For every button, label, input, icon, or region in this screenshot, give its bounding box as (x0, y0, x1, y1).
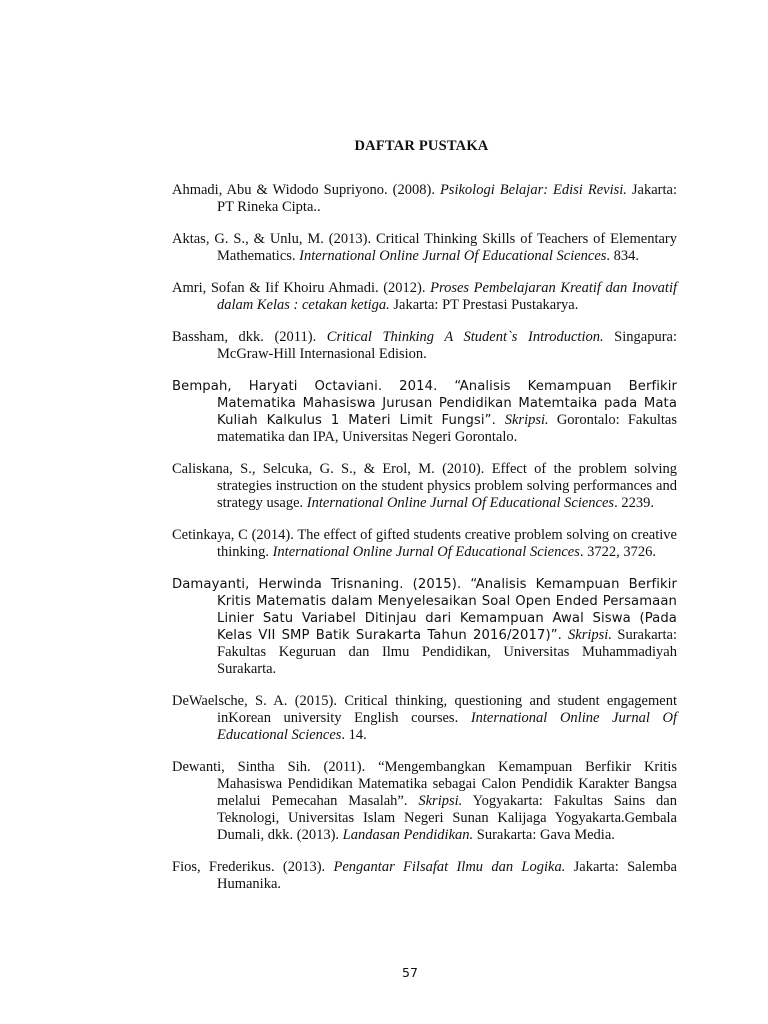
reference-title: Skripsi. (504, 412, 549, 428)
reference-author: Fios, Frederikus. (2013). (172, 859, 334, 875)
reference-author: Damayanti, Herwinda Trisnaning. (2015). “Analisis Kemampuan Berfikir Kritis Matematis dalam Menyelesaikan Soal Open Ended Persamaan Linier Satu Variabel Ditinjau dari Kemampuan Awal Siswa (Pada Kelas VII SMP Batik Surakarta Tahun 2016/2017)”. (172, 577, 677, 643)
reference-entry (172, 461, 677, 512)
reference-entry (172, 527, 677, 561)
reference-entry (172, 182, 677, 216)
reference-author: Bempah, Haryati Octaviani. 2014. “Analisis Kemampuan Berfikir Matematika Mahasiswa Jurusan Pendidikan Matemtaika pada Mata Kuliah Kalkulus 1 Materi Limit Fungsi”. (172, 379, 677, 428)
reference-title: Skripsi. (568, 627, 612, 643)
reference-publisher: Jakarta: Salemba Humanika. (217, 859, 677, 892)
reference-publisher: Jakarta: PT Prestasi Pustakarya. (389, 297, 579, 313)
reference-title: Psikologi Belajar: Edisi Revisi. (439, 182, 627, 198)
reference-publisher: Jakarta: PT Rineka Cipta.. (217, 182, 677, 215)
reference-author: Cetinkaya, C (2014). The effect of gifted students creative problem solving on creative thinking. (172, 527, 677, 560)
reference-title: Pengantar Filsafat Ilmu dan Logika. (333, 859, 566, 875)
reference-publisher: Gorontalo: Fakultas matematika dan IPA, Universitas Negeri Gorontalo. (217, 412, 677, 445)
reference-author: DeWaelsche, S. A. (2015). Critical thinking, questioning and student engagement inKorean university English courses. (172, 693, 677, 726)
reference-publisher: Singapura: McGraw-Hill Internasional Edision. (217, 329, 677, 362)
reference-title-secondary: Landasan Pendidikan. (342, 827, 474, 843)
reference-entry (172, 859, 677, 893)
reference-author: Aktas, G. S., & Unlu, M. (2013). Critical Thinking Skills of Teachers of Elementary Mathematics. (172, 231, 677, 264)
reference-publisher: . 2239. (614, 495, 654, 511)
reference-author: Ahmadi, Abu & Widodo Supriyono. (2008). (172, 182, 440, 198)
reference-publisher: . 14. (341, 727, 367, 743)
reference-entry (172, 329, 677, 363)
reference-title: International Online Jurnal Of Educational Sciences (272, 544, 580, 560)
reference-title: Skripsi. (418, 793, 463, 809)
reference-publisher: . 3722, 3726. (579, 544, 656, 560)
reference-title: Proses Pembelajaran Kreatif dan Inovatif dalam Kelas : cetakan ketiga. (217, 280, 677, 313)
reference-publisher: Surakarta: Fakultas Keguruan dan Ilmu Pendidikan, Universitas Muhammadiyah Surakarta. (217, 627, 677, 677)
reference-title: International Online Jurnal Of Educational Sciences (217, 710, 677, 743)
reference-entry (172, 231, 677, 265)
reference-publisher-secondary: Surakarta: Gava Media. (473, 827, 615, 843)
reference-entry (172, 759, 677, 844)
reference-entry (172, 280, 677, 314)
reference-author: Bassham, dkk. (2011). (172, 329, 327, 345)
reference-publisher: . 834. (606, 248, 640, 264)
reference-entry (172, 693, 677, 744)
reference-entry (172, 378, 677, 446)
reference-entry (172, 576, 677, 678)
page-title: DAFTAR PUSTAKA (354, 138, 489, 154)
reference-author: Dewanti, Sintha Sih. (2011). “Mengembangkan Kemampuan Berfikir Kritis Mahasiswa Pendidikan Matematika sebagai Calon Pendidik Karakter Bangsa melalui Pemecahan Masalah”. (172, 759, 677, 809)
reference-list (172, 182, 677, 908)
reference-publisher: Yogyakarta: Fakultas Sains dan Teknologi, Universitas Islam Negeri Sunan Kalijaga Yogyakarta.Gembala Dumali, dkk. (2013). (217, 793, 677, 843)
page-number: 57 (402, 965, 418, 980)
reference-title: International Online Jurnal Of Educational Sciences (299, 248, 607, 264)
reference-author: Amri, Sofan & Iif Khoiru Ahmadi. (2012). (172, 280, 431, 296)
reference-author: Caliskana, S., Selcuka, G. S., & Erol, M. (2010). Effect of the problem solving strategies instruction on the student physics problem solving performances and strategy usage. (172, 461, 677, 511)
reference-title: Critical Thinking A Student`s Introduction. (326, 329, 604, 345)
reference-title: International Online Jurnal Of Educational Sciences (306, 495, 615, 511)
